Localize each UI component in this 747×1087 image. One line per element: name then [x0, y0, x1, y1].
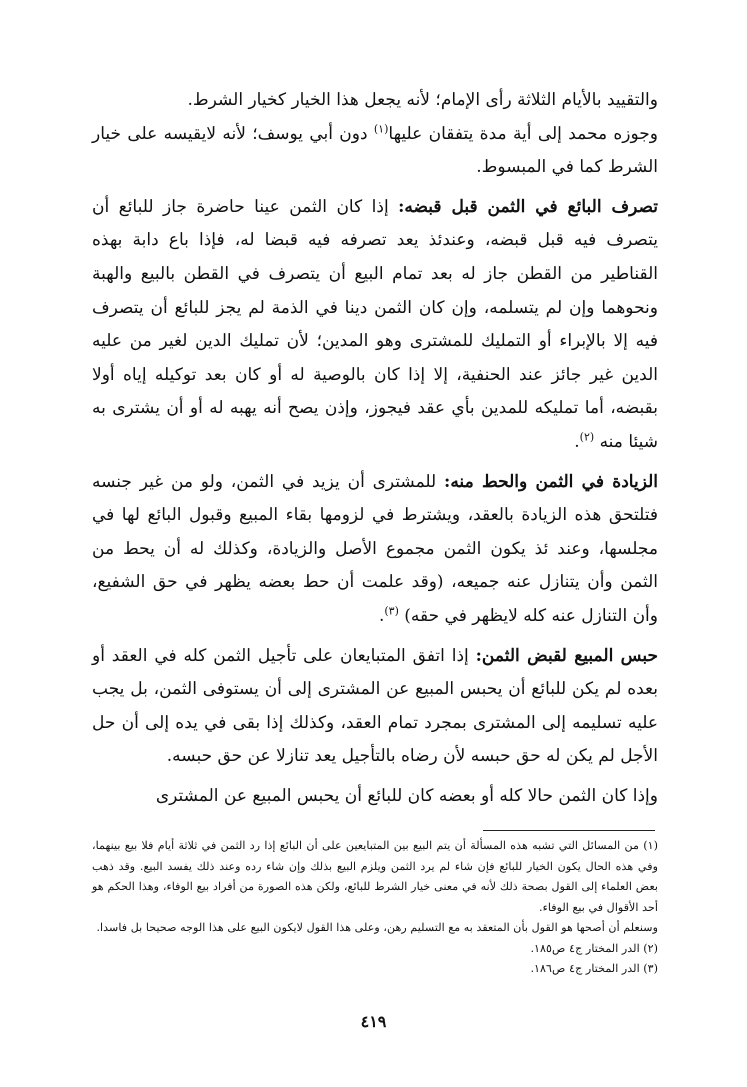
page-number: ٤١٩ [360, 1012, 387, 1031]
paragraph-text: وجوزه محمد إلى أية مدة يتفقان عليها [388, 123, 659, 144]
footnote-separator [483, 830, 655, 831]
section-text: إذا كان الثمن عينا حاضرة جاز للبائع أن يتصرف فيه قبل قبضه، وعندئذ يعد تصرفه فيه قبضا له، فإذا باع دابة بهذه القناطير من القطن جاز له بعد تمام البيع أن يتصرف في القطن بالبيع والهبة ونحوهما وإن لم يتسلمه، وإن كان الثمن دينا في الذمة لم يجز للبائع أن يتصرف فيه إلا بالإبراء أو التمليك للمشترى وهو المدين؛ لأن تمليك الدين لغير من عليه الدين غير جائز عند الحنفية، إلا إذا كان بالوصية له أو كان بعد توكيله إياه أولا بقبضه، أما تمليكه للمدين بأي عقد فيجوز، وإذن يصح أنه يهبه له أو أن يشترى به شيئا منه [92, 196, 658, 452]
paragraph-text: دون أبي يوسف؛ لأنه لايقيسه على خيار الشرط كما في المبسوط. [92, 123, 658, 178]
footnote-1-continued: وسنعلم أن أصحها هو القول بأن المتعقد به مع التسليم رهن، وعلى هذا القول لايكون البيع على هذا الوجه صحيحا بل فاسدا. [96, 921, 658, 934]
footnote-3: (٣) الدر المختار ج٤ ص١٨٦. [530, 962, 658, 975]
paragraph-muhammad-opinion [92, 118, 658, 185]
paragraph-option-restriction [92, 84, 658, 118]
section-text: إذا اتفق المتبايعان على تأجيل الثمن كله في العقد أو بعده لم يكن للبائع أن يحبس المبيع عن المشترى إلى أن يستوفى الثمن، بل يجب عليه تسليمه إلى المشترى بمجرد تمام العقد، وكذلك إذا بقى في يده إلى أن حل الأجل لم يكن له حق حبسه لأن رضاه بالتأجيل يعد تنازلا عن حق حبسه. [92, 645, 658, 767]
section-heading: الزيادة في الثمن والحط منه: [444, 471, 658, 492]
footnote-ref-1: (١) [373, 121, 389, 135]
main-text [92, 84, 658, 813]
paragraph-text: وإذا كان الثمن حالا كله أو بعضه كان للبائع أن يحبس المبيع عن المشترى [155, 785, 658, 806]
footnote-ref-2: (٢) [579, 430, 595, 444]
section-price-increase: الزيادة في الثمن والحط منه: للمشترى أن يزيد في الثمن، ولو من غير جنسه فتلتحق هذه الزيادة بالعقد، ويشترط في لزومها بقاء المبيع وقبول البائع لها في مجلسها، وعند ئذ يكون الثمن مجموع الأصل والزيادة، وكذلك له أن يحط من الثمن وأن يتنازل عنه جميعه، (وقد علمت أن حط بعضه يظهر في حق الشفيع، وأن التنازل عنه كله لايظهر في حقه) $^{(٣)}$. [92, 471, 658, 626]
section-heading: تصرف البائع في الثمن قبل قبضه: [398, 196, 658, 217]
footnote-1: (١) من المسائل التي تشبه هذه المسألة أن يتم البيع بين المتبايعين على أن البائع إذا رد الثمن في ثلاثة أيام فلا بيع بينهما، وفي هذه الحال يكون الخيار للبائع فإن شاء لم يرد الثمن ويلزم البيع بذلك وإن شاء رده وعند ذلك يفسد البيع. وقد ذهب بعض العلماء إلى القول بصحة ذلك لأنه في معنى خيار الشرط للبائع، ولكن هذه الصورة من أفراد بيع الوفاء، وهذا الحكم هو أحد الأقوال في بيع الوفاء. [92, 839, 658, 914]
section-seller-disposal: تصرف البائع في الثمن قبل قبضه: إذا كان الثمن عينا حاضرة جاز للبائع أن يتصرف فيه قبل قبضه، وعندئذ يعد تصرفه فيه قبضا له، فإذا باع دابة بهذه القناطير من القطن جاز له بعد تمام البيع أن يتصرف في القطن بالبيع والهبة ونحوهما وإن لم يتسلمه، وإن كان الثمن دينا في الذمة لم يجز للبائع أن يتصرف فيه إلا بالإبراء أو التمليك للمشترى وهو المدين؛ لأن تمليك الدين لغير من عليه الدين غير جائز عند الحنفية، إلا إذا كان بالوصية له أو كان بعد توكيله إياه أولا بقبضه، أما تمليكه للمدين بأي عقد فيجوز، وإذن يصح أنه يهبه له أو أن يشترى به شيئا منه $^{(٢)}$. [92, 196, 658, 452]
footnote-ref-3: (٣) [384, 604, 399, 618]
section-withholding-goods [92, 640, 658, 774]
footnotes [92, 836, 658, 980]
paragraph-continuation [92, 780, 658, 814]
footnote-2: (٢) الدر المختار ج٤ ص١٨٥. [530, 941, 658, 955]
section-heading: حبس المبيع لقبض الثمن: [475, 645, 658, 666]
section-text: للمشترى أن يزيد في الثمن، ولو من غير جنسه فتلتحق هذه الزيادة بالعقد، ويشترط في لزومها بقاء المبيع وقبول البائع لها في مجلسها، وعند ئذ يكون الثمن مجموع الأصل والزيادة، وكذلك له أن يحط من الثمن وأن يتنازل عنه جميعه، (وقد علمت أن حط بعضه يظهر في حق الشفيع، وأن التنازل عنه كله لايظهر في حقه) [92, 471, 658, 626]
paragraph-text: والتقييد بالأيام الثلاثة رأى الإمام؛ لأنه يجعل هذا الخيار كخيار الشرط. [187, 90, 658, 110]
